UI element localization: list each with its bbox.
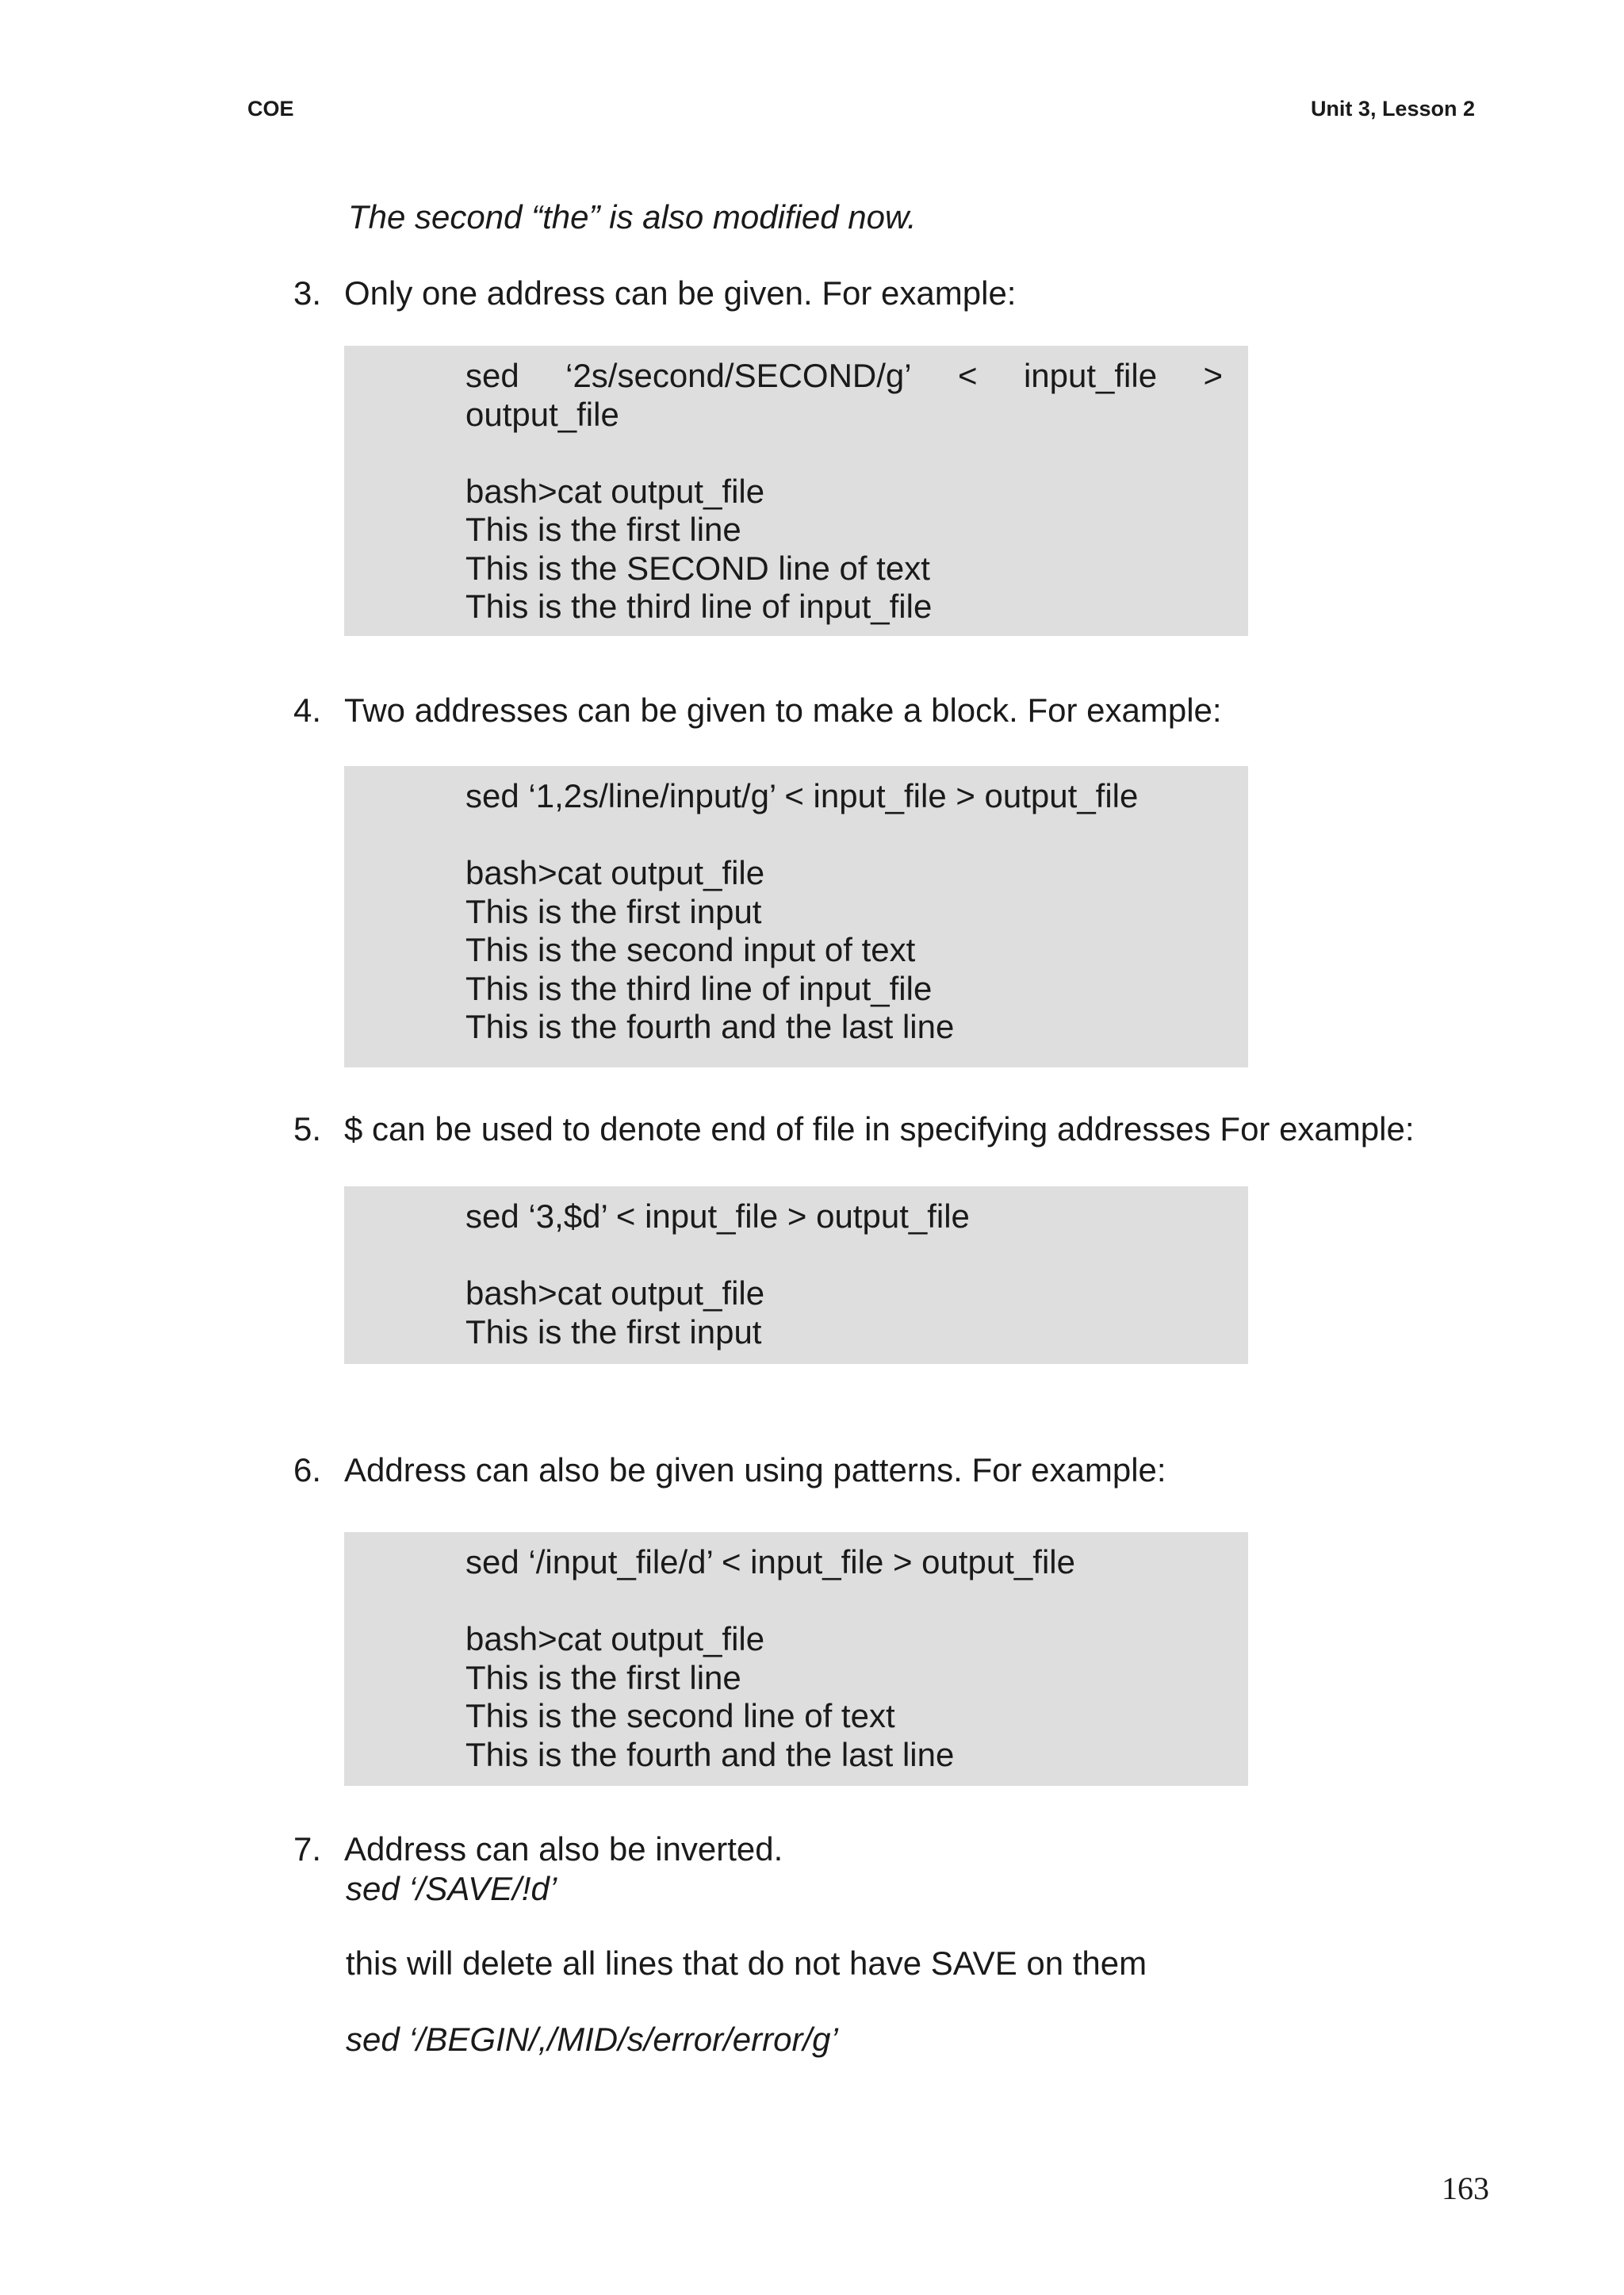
code-line: bash>cat output_file (465, 854, 765, 891)
code-command: sed ‘2s/second/SECOND/g’ < input_file > (465, 357, 1223, 394)
item-text: Address can also be inverted. (344, 1830, 783, 1868)
code-line: This is the third line of input_file (465, 588, 933, 625)
header-right: Unit 3, Lesson 2 (1310, 97, 1475, 121)
code-line: bash>cat output_file (465, 1620, 765, 1657)
code-command: sed ‘1,2s/line/input/g’ < input_file > output_file (465, 777, 1139, 814)
inverted-explanation: this will delete all lines that do not have SAVE on them (346, 1944, 1147, 1982)
item-number: 7. (293, 1830, 322, 1868)
header-left: COE (247, 97, 294, 121)
item-number: 3. (293, 274, 322, 312)
code-line: This is the first input (465, 892, 762, 930)
code-line: This is the first line (465, 511, 741, 548)
code-line: This is the SECOND line of text (465, 549, 930, 587)
code-line: This is the fourth and the last line (465, 1735, 955, 1773)
code-line: This is the second input of text (465, 931, 916, 968)
inverted-example-1: sed ‘/SAVE/!d’ (346, 1870, 557, 1907)
item-text: Address can also be given using patterns. For example: (344, 1451, 1166, 1488)
code-line: This is the fourth and the last line (465, 1008, 955, 1045)
code-line: This is the second line of text (465, 1697, 895, 1734)
item-text: $ can be used to denote end of file in specifying addresses For example: (344, 1110, 1415, 1148)
code-command: sed ‘/input_file/d’ < input_file > output_file (465, 1543, 1075, 1580)
code-block-4 (344, 766, 1248, 1067)
inverted-example-2: sed ‘/BEGIN/,/MID/s/error/error/g’ (346, 2021, 838, 2058)
code-block-3 (344, 346, 1248, 636)
code-block-5 (344, 1186, 1248, 1364)
item-number: 5. (293, 1110, 322, 1148)
item-number: 4. (293, 692, 322, 729)
item-text: Two addresses can be given to make a block. For example: (344, 692, 1222, 729)
page-number: 163 (1442, 2170, 1489, 2206)
code-line: bash>cat output_file (465, 1274, 765, 1312)
code-line: This is the third line of input_file (465, 969, 933, 1007)
code-line: This is the first input (465, 1312, 762, 1351)
code-line: bash>cat output_file (465, 472, 765, 510)
code-command: sed ‘3,$d’ < input_file > output_file (465, 1197, 970, 1235)
code-line: This is the first line (465, 1658, 741, 1696)
item-number: 6. (293, 1451, 322, 1488)
code-command-cont: output_file (465, 395, 619, 433)
item-text: Only one address can be given. For example: (344, 274, 1017, 312)
code-block-6 (344, 1532, 1248, 1786)
intro-note: The second “the” is also modified now. (348, 198, 917, 236)
